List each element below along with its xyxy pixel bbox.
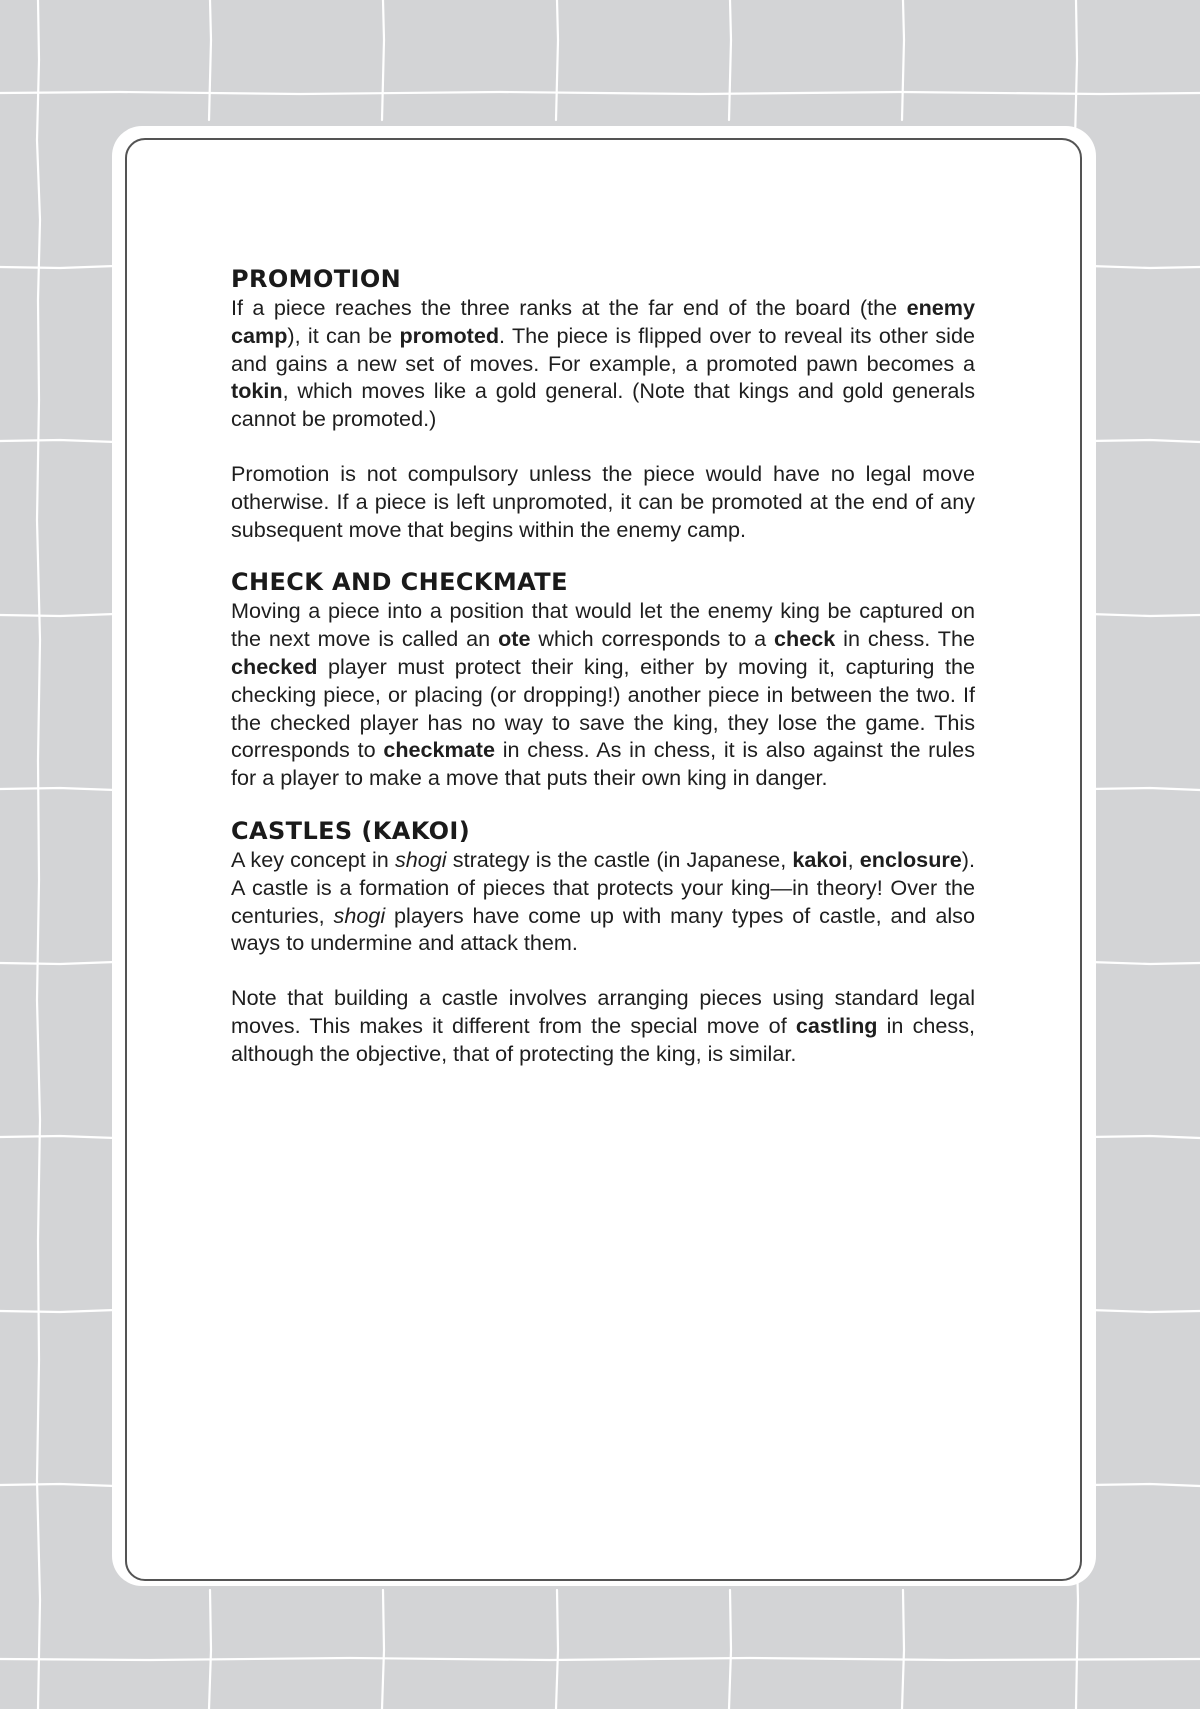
body-paragraph [231, 597, 975, 792]
text-run: which corresponds to a [530, 626, 775, 652]
text-run: strategy is the castle (in Japanese, [446, 846, 793, 872]
text-run: in chess. The [835, 626, 975, 652]
text-run: . The piece is flipped over to reveal its other side and gains a new set of moves. For example, a promoted pawn becomes a [231, 322, 975, 376]
bold-term: check [774, 626, 836, 652]
bold-term: checkmate [383, 737, 495, 763]
bold-term: enclosure [859, 846, 962, 872]
bold-term: tokin [231, 378, 283, 404]
body-paragraph [231, 460, 975, 543]
text-run: , which moves like a gold general. (Note that kings and gold generals cannot be promoted.) [231, 378, 975, 432]
bold-term: promoted [399, 322, 500, 348]
bold-term: checked [231, 653, 318, 679]
italic-term: shogi [333, 902, 386, 928]
text-run: If a piece reaches the three ranks at the far end of the board (the [231, 295, 907, 320]
text-run: in chess, although the objective, that of protecting the king, is similar. [231, 1012, 976, 1066]
page-content [231, 264, 975, 1068]
section-check-and-checkmate [231, 567, 975, 792]
text-run: ). A castle is a formation of pieces that protects your king—in theory! Over the centuries, [231, 846, 975, 928]
text-run: A key concept in [231, 846, 395, 872]
text-run: ), it can be [287, 322, 400, 348]
bold-term: ote [498, 626, 531, 652]
text-run: Moving a piece into a position that would let the enemy king be captured on the next move is called an [231, 598, 975, 652]
body-paragraph [231, 294, 975, 433]
section-heading: PROMOTION [231, 265, 402, 293]
text-run: players have come up with many types of castle, and also ways to undermine and attack them. [231, 902, 975, 956]
section-heading: CHECK AND CHECKMATE [231, 568, 568, 597]
bold-term: castling [795, 1012, 878, 1038]
body-paragraph [231, 984, 975, 1067]
bold-term: kakoi [792, 846, 848, 872]
text-run: Promotion is not compulsory unless the piece would have no legal move otherwise. If a piece is left unpromoted, it can be promoted at the end of any subsequent move that begins within the enemy camp. [231, 460, 975, 542]
text-run: player must protect their king, either by moving it, capturing the checking piece, or placing (or dropping!) another piece in between the two. If the checked player has no way to save the king, they lose the game. This corresponds to [231, 653, 975, 763]
section-heading: CASTLES (KAKOI) [231, 816, 471, 845]
section-castles [231, 816, 975, 1068]
text-run: in chess. As in chess, it is also against the rules for a player to make a move that puts their own king in danger. [231, 737, 975, 791]
text-run: , [847, 846, 860, 872]
section-promotion [231, 264, 975, 543]
body-paragraph [231, 846, 975, 957]
italic-term: shogi [394, 846, 447, 872]
text-run: Note that building a castle involves arranging pieces using standard legal moves. This makes it different from the special move of [231, 985, 975, 1038]
bold-term: enemy camp [231, 295, 975, 348]
